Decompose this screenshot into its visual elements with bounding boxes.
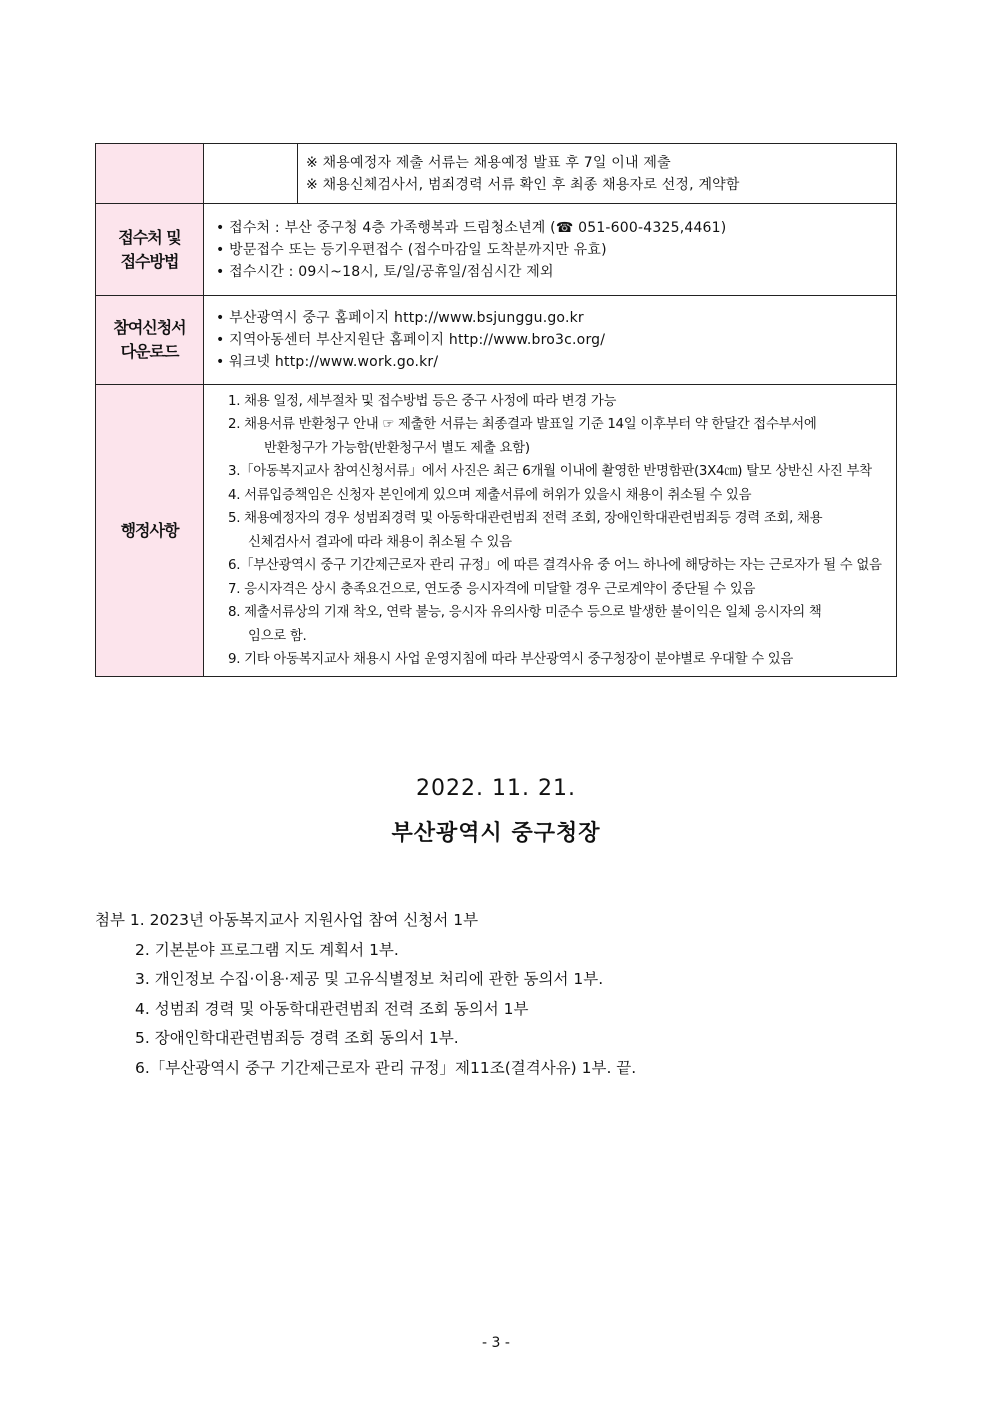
admin-item: 9. 기타 아동복지교사 채용시 사업 운영지침에 따라 부산광역시 중구청장이 분야별로 우대할 수 있음: [228, 652, 794, 667]
recruitment-info-table: [95, 143, 897, 677]
table-row-submission: [96, 204, 897, 296]
attachment-item: 5. 장애인학대관련범죄등 경력 조회 동의서 1부.: [135, 1029, 459, 1047]
documents-note: ※ 채용신체검사서, 범죄경력 서류 확인 후 최종 채용자로 선정, 계약함: [306, 176, 740, 193]
download-link-line[interactable]: • 지역아동센터 부산지원단 홈페이지 http://www.bro3c.org/: [216, 332, 606, 348]
download-link-line[interactable]: • 워크넷 http://www.work.go.kr/: [216, 354, 439, 370]
attachment-item: 첨부 1. 2023년 아동복지교사 지원사업 참여 신청서 1부: [95, 911, 479, 929]
header-line: 다운로드: [120, 342, 179, 361]
admin-item: 6.「부산광역시 중구 기간제근로자 관리 규정」에 따른 결격사유 중 어느 하나에 해당하는 자는 근로자가 될 수 없음: [228, 558, 882, 573]
attachment-item: 3. 개인정보 수집·이용·제공 및 고유식별정보 처리에 관한 동의서 1부.: [135, 970, 604, 988]
attachment-item: 2. 기본분야 프로그램 지도 계획서 1부.: [135, 940, 399, 959]
header-line: 접수처 및: [118, 227, 181, 247]
submission-cell: [204, 204, 897, 296]
attachment-item: 4. 성범죄 경력 및 아동학대관련범죄 전력 조회 동의서 1부: [135, 999, 529, 1018]
admin-item: 7. 응시자격은 상시 충족요건으로, 연도중 응시자격에 미달할 경우 근로계약이 중단될 수 있음: [228, 581, 756, 597]
issuing-organization: 부산광역시 중구청장: [391, 821, 601, 846]
admin-item: 5. 채용예정자의 경우 성범죄경력 및 아동학대관련범죄 전력 조회, 장애인학대관련범죄등 경력 조회, 채용 신체검사서 결과에 따라 채용이 취소될 수 있음: [228, 511, 823, 550]
row-header-empty: [96, 144, 204, 204]
admin-item: 4. 서류입증책임은 신청자 본인에게 있으며 제출서류에 허위가 있을시 채용이 취소될 수 있음: [228, 487, 752, 503]
row-header-submission: [96, 204, 204, 296]
attachments-list: [95, 906, 895, 1083]
admin-items-cell: [204, 385, 897, 677]
admin-item: 1. 채용 일정, 세부절차 및 접수방법 등은 중구 사정에 따라 변경 가능: [228, 393, 617, 409]
download-link-line[interactable]: • 부산광역시 중구 홈페이지 http://www.bsjunggu.go.kr: [216, 310, 584, 326]
header-line: 접수방법: [120, 251, 179, 271]
submission-line: • 방문접수 또는 등기우편접수 (접수마감일 도착분까지만 유효): [216, 241, 607, 258]
submission-line: • 접수처 : 부산 중구청 4층 가족행복과 드림청소년계 (☎ 051-600-4325,4461): [216, 219, 727, 236]
announcement-date: 2022. 11. 21.: [416, 776, 576, 801]
row-header-admin: 행정사항: [96, 385, 204, 677]
header-line: 참여신청서: [113, 318, 186, 337]
row-header-download: [96, 296, 204, 385]
submission-line: • 접수시간 : 09시~18시, 토/일/공휴일/점심시간 제외: [216, 263, 554, 280]
documents-note: ※ 채용예정자 제출 서류는 채용예정 발표 후 7일 이내 제출: [306, 154, 671, 171]
documents-notes-cell: [298, 144, 897, 204]
attachment-item: 6.「부산광역시 중구 기간제근로자 관리 규정」제11조(결격사유) 1부. 끝.: [135, 1058, 637, 1077]
download-cell: [204, 296, 897, 385]
admin-item: 8. 제출서류상의 기재 착오, 연락 불능, 응시자 유의사항 미준수 등으로 발생한 불이익은 일체 응시자의 책 임으로 함.: [228, 605, 822, 644]
admin-item: 2. 채용서류 반환청구 안내 ☞ 제출한 서류는 최종결과 발표일 기준 14일 이후부터 약 한달간 접수부서에 반환청구가 가능함(반환청구서 별도 제출 요함): [228, 417, 817, 456]
admin-item: 3.「아동복지교사 참여신청서류」에서 사진은 최근 6개월 이내에 촬영한 반명함판(3X4㎝) 탈모 상반신 사진 부착: [228, 464, 872, 479]
row-subheader-empty: [204, 144, 298, 204]
table-row-documents: [96, 144, 897, 204]
table-row-download: [96, 296, 897, 385]
page-number: - 3 -: [482, 1335, 510, 1351]
table-row-admin: [96, 385, 897, 677]
